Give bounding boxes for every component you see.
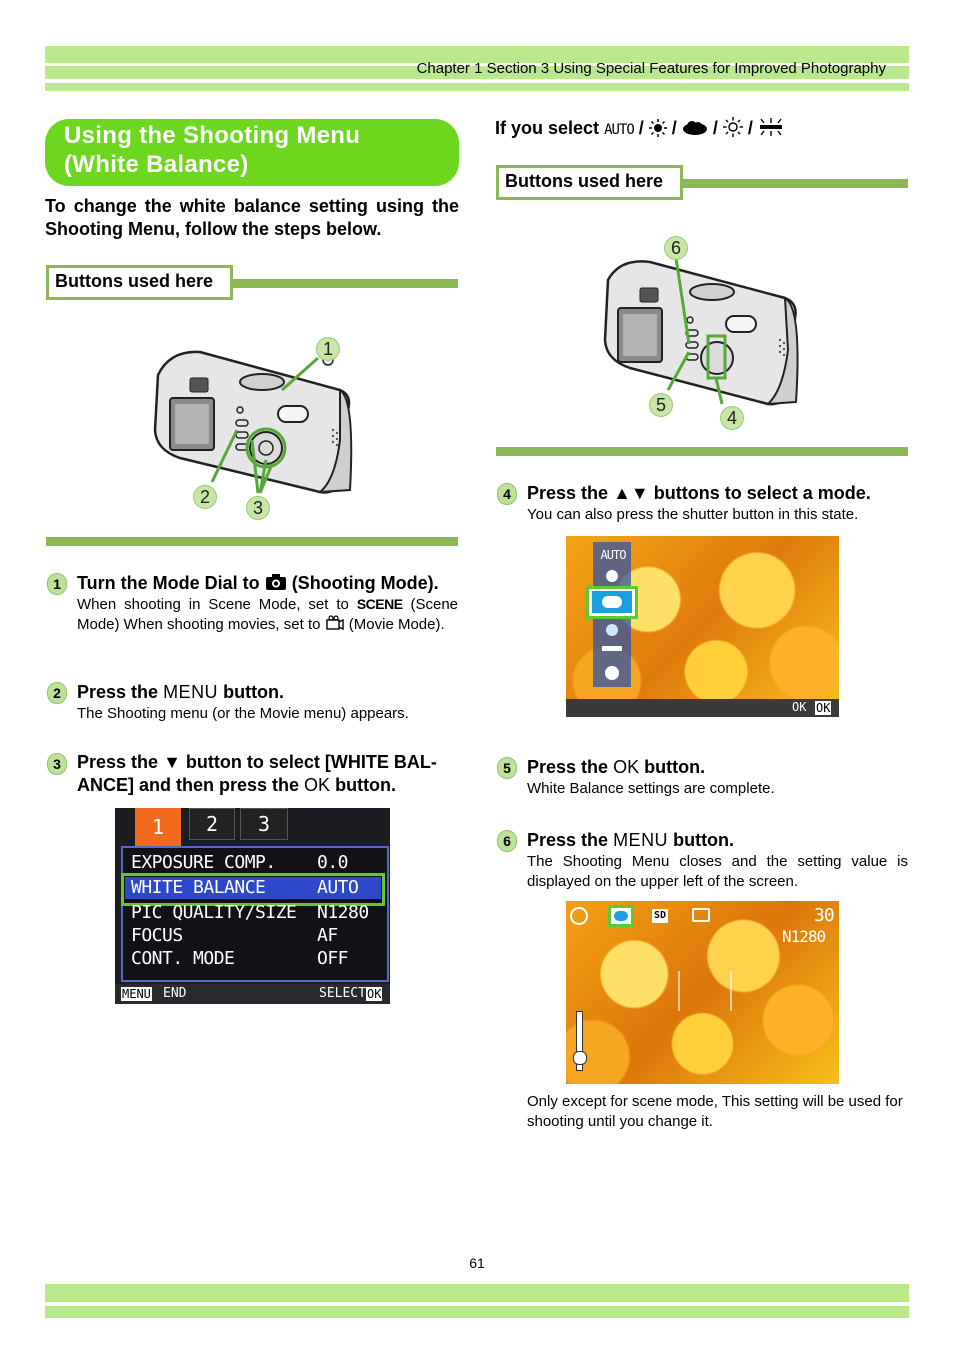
ok-key-label: OK bbox=[304, 775, 331, 795]
down-arrow-icon: ▼ bbox=[163, 752, 181, 772]
step-3-heading bbox=[77, 751, 462, 797]
image-size: N1280 bbox=[782, 927, 826, 946]
callout-right-5: 5 bbox=[649, 393, 673, 417]
wb-cloud-shape bbox=[602, 596, 622, 608]
step-3-heading-line2: ANCE] and then press the bbox=[77, 775, 300, 795]
step-1-body-part3: (Movie Mode). bbox=[348, 615, 445, 633]
step-1-heading-pre: Turn the Mode Dial to bbox=[77, 573, 260, 593]
step-4-heading-post: buttons to select a mode. bbox=[653, 483, 871, 503]
sunny-icon bbox=[649, 119, 667, 137]
menu-tab-1: 1 bbox=[135, 808, 181, 846]
incandescent-icon bbox=[723, 117, 743, 137]
menu-row-focus: FOCUS AF bbox=[131, 925, 338, 946]
menu-row-white-balance: WHITE BALANCE AUTO bbox=[131, 877, 359, 898]
menu-row-exposure: EXPOSURE COMP. 0.0 bbox=[131, 852, 349, 873]
step-number-4: 4 bbox=[497, 483, 517, 505]
wb-auto-label: AUTO bbox=[600, 548, 626, 562]
wb-fluorescent-icon bbox=[602, 646, 622, 651]
buttons-used-bar-left bbox=[233, 279, 458, 288]
section-title bbox=[45, 119, 459, 186]
buttons-used-bar-right bbox=[683, 179, 908, 188]
menu-key-badge: MENU bbox=[122, 987, 151, 1001]
auto-mode-label: AUTO bbox=[604, 122, 634, 138]
buttons-used-label-right: Buttons used here bbox=[496, 165, 683, 200]
step-number-3: 3 bbox=[47, 753, 67, 775]
menu-tab-2: 2 bbox=[189, 808, 235, 840]
wb-sunny-icon bbox=[606, 570, 618, 582]
menu-tab-3: 3 bbox=[240, 808, 288, 840]
step-1-heading-post: (Shooting Mode). bbox=[291, 573, 439, 593]
buttons-used-label-left: Buttons used here bbox=[46, 265, 233, 300]
menu-key-label-6: MENU bbox=[613, 830, 669, 850]
step-2-heading-post: button. bbox=[223, 682, 285, 702]
step-5-body: White Balance settings are complete. bbox=[527, 780, 775, 797]
step-2-body: The Shooting menu (or the Movie menu) appears. bbox=[77, 705, 409, 722]
menu-select-label: SELECT bbox=[319, 986, 366, 1001]
wb-status-icon bbox=[614, 911, 628, 921]
step-2-heading bbox=[77, 681, 462, 704]
step-3-heading-pre: Press the bbox=[77, 752, 159, 772]
chapter-heading: Chapter 1 Section 3 Using Special Features for Improved Photography bbox=[416, 60, 886, 77]
step-6-heading-post: button. bbox=[673, 830, 735, 850]
right-heading-prefix: If you select bbox=[495, 118, 600, 138]
up-down-arrow-icon: ▲▼ bbox=[613, 483, 649, 503]
menu-footer bbox=[115, 984, 390, 1004]
step-4-heading bbox=[527, 482, 917, 505]
camera-mode-status-icon bbox=[692, 908, 710, 922]
step-5-heading-pre: Press the bbox=[527, 757, 609, 777]
callout-left-3: 3 bbox=[246, 496, 270, 520]
step-5-heading-post: button. bbox=[644, 757, 706, 777]
right-heading: If you select AUTO / / / / bbox=[495, 117, 915, 142]
step-5-heading bbox=[527, 756, 917, 779]
step-1-heading bbox=[77, 572, 462, 595]
menu-row-pic-quality: PIC QUALITY/SIZE N1280 bbox=[131, 902, 369, 923]
callout-left-2: 2 bbox=[193, 485, 217, 509]
step-3-heading-post: button. bbox=[335, 775, 397, 795]
step-1-body-part1: When shooting in Scene Mode, set to bbox=[77, 596, 349, 613]
camera-mode-icon bbox=[265, 573, 287, 591]
step-6-heading-pre: Press the bbox=[527, 830, 609, 850]
movie-mode-icon bbox=[325, 615, 345, 631]
page-number: 61 bbox=[469, 1255, 485, 1271]
step-4-heading-pre: Press the bbox=[527, 483, 609, 503]
step-2-heading-pre: Press the bbox=[77, 682, 159, 702]
cloudy-icon bbox=[682, 120, 708, 136]
divider-left bbox=[46, 537, 458, 546]
menu-row-cont-mode: CONT. MODE OFF bbox=[131, 948, 349, 969]
fluorescent-icon bbox=[758, 117, 784, 137]
step-6-body: The Shooting Menu closes and the setting value is displayed on the upper left of the screen. bbox=[527, 853, 908, 890]
callout-right-4: 4 bbox=[720, 406, 744, 430]
focus-frame bbox=[678, 971, 732, 1011]
step-4-body: You can also press the shutter button in this state. bbox=[527, 506, 859, 523]
section-title-line1: Using the Shooting Menu bbox=[64, 122, 361, 149]
ok-key-badge: OK bbox=[367, 987, 382, 1001]
callout-left-1: 1 bbox=[316, 337, 340, 361]
step-1-body bbox=[77, 595, 458, 634]
footer-band-bottom bbox=[45, 1306, 909, 1318]
step-number-6: 6 bbox=[497, 830, 517, 852]
divider-right bbox=[496, 447, 908, 456]
sd-card-icon: SD bbox=[654, 910, 667, 921]
menu-key-label: MENU bbox=[163, 682, 219, 702]
section-title-line2: (White Balance) bbox=[64, 151, 249, 178]
scene-mode-label: SCENE bbox=[356, 596, 403, 612]
intro-text: To change the white balance setting using the Shooting Menu, follow the steps below. bbox=[45, 196, 459, 239]
remaining-shots: 30 bbox=[814, 905, 834, 926]
step-6-heading bbox=[527, 829, 917, 852]
step-1-body-part2: (Scene Mode) When shooting movies, set to bbox=[77, 596, 459, 633]
header-band-thin bbox=[45, 83, 909, 91]
ok-key-label-5: OK bbox=[613, 757, 640, 777]
shooting-menu-screen bbox=[115, 808, 390, 1004]
zoom-bar-knob bbox=[573, 1051, 587, 1065]
white-balance-screen bbox=[566, 536, 839, 717]
step-number-1: 1 bbox=[47, 573, 67, 595]
callout-right-6: 6 bbox=[664, 236, 688, 260]
menu-end-label: END bbox=[163, 986, 187, 1001]
live-view-screen bbox=[566, 901, 839, 1084]
flash-icon bbox=[570, 907, 588, 925]
wb-ok-key: OK bbox=[816, 701, 831, 715]
step-number-2: 2 bbox=[47, 682, 67, 704]
step-3-heading-mid: button to select [WHITE BAL- bbox=[185, 752, 437, 772]
wb-ok-label: OK bbox=[792, 700, 807, 714]
footer-band-top bbox=[45, 1284, 909, 1302]
step-number-5: 5 bbox=[497, 757, 517, 779]
closing-note: Only except for scene mode, This setting will be used for shooting until you change it. bbox=[527, 1093, 903, 1130]
camera-illustration-right bbox=[590, 240, 820, 430]
wb-incandescent-icon bbox=[606, 624, 618, 636]
wb-manual-icon bbox=[605, 666, 619, 680]
